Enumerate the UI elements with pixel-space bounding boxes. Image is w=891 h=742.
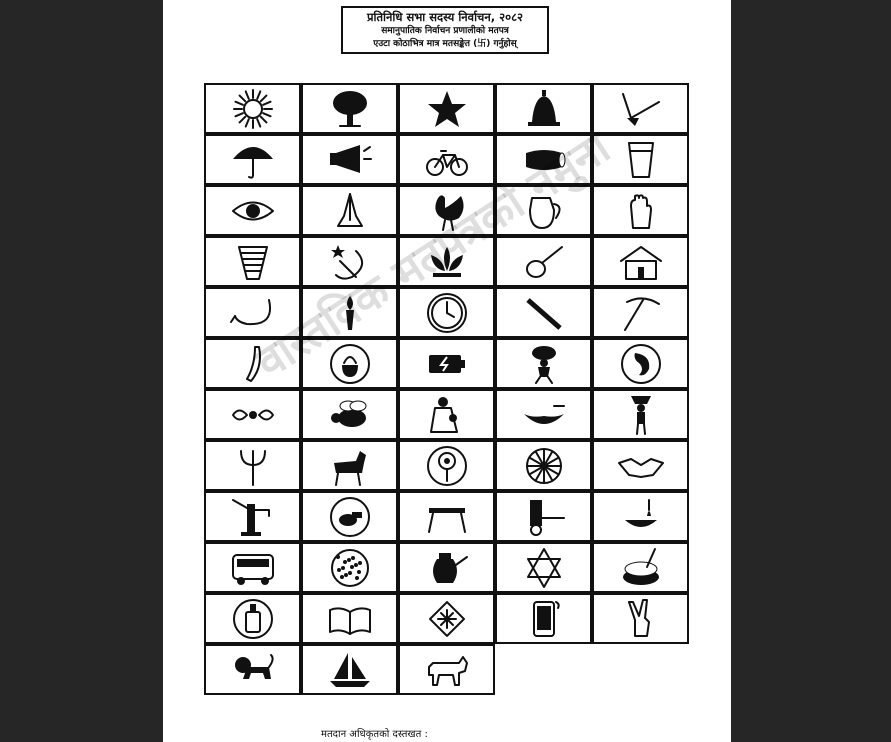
ballot-symbol-box[interactable]	[301, 644, 398, 695]
battery-icon	[423, 343, 471, 385]
karuwa-pot-icon	[423, 547, 471, 589]
ballot-symbol-box[interactable]	[592, 542, 689, 593]
bicycle-icon	[423, 139, 471, 181]
porter-icon	[520, 343, 568, 385]
ballot-header	[341, 6, 549, 54]
ballot-instruction: एउटा कोठाभित्र मात्र मतसङ्केत (卐) गर्नुहोस्	[373, 39, 517, 49]
ballot-symbol-box[interactable]	[592, 440, 689, 491]
grinding-mill-icon	[617, 547, 665, 589]
ballot-title: प्रतिनिधि सभा सदस्य निर्वाचन, २०८२	[366, 10, 524, 24]
ballot-symbol-box[interactable]	[204, 491, 301, 542]
ballot-symbol-box[interactable]	[398, 185, 495, 236]
ballot-symbol-box[interactable]	[398, 83, 495, 134]
ballot-symbol-box[interactable]	[204, 389, 301, 440]
ballot-symbol-box[interactable]	[592, 287, 689, 338]
bus-icon	[229, 547, 277, 589]
bell-icon	[520, 88, 568, 130]
raised-palm-icon	[617, 190, 665, 232]
ballot-symbol-box[interactable]	[495, 338, 592, 389]
clock-icon	[423, 292, 471, 334]
ballot-symbol-box[interactable]	[495, 542, 592, 593]
lotus-icon	[423, 241, 471, 283]
stool-icon	[423, 496, 471, 538]
cow-icon	[423, 649, 471, 691]
star-icon	[423, 88, 471, 130]
ballot-symbol-box[interactable]	[301, 185, 398, 236]
ballot-symbol-box[interactable]	[592, 134, 689, 185]
cupped-hands-icon	[520, 394, 568, 436]
ballot-symbol-box[interactable]	[592, 491, 689, 542]
ballot-symbol-box[interactable]	[204, 134, 301, 185]
ballot-symbol-box[interactable]	[301, 389, 398, 440]
oil-lamp-icon	[617, 496, 665, 538]
lion-icon	[229, 649, 277, 691]
trident-icon	[229, 445, 277, 487]
ballot-symbol-box[interactable]	[301, 542, 398, 593]
ballot-symbol-box[interactable]	[398, 287, 495, 338]
ballot-symbol-box[interactable]	[592, 389, 689, 440]
ballot-symbol-box[interactable]	[495, 287, 592, 338]
ballot-symbol-box[interactable]	[301, 134, 398, 185]
ballot-symbol-box[interactable]	[204, 287, 301, 338]
ballot-symbol-box[interactable]	[592, 338, 689, 389]
handshake-icon	[617, 445, 665, 487]
pickaxe-icon	[617, 292, 665, 334]
torch-icon	[326, 292, 374, 334]
ballot-symbol-box[interactable]	[495, 593, 592, 644]
horse-icon	[326, 445, 374, 487]
sailboat-icon	[326, 649, 374, 691]
ballot-symbol-box[interactable]	[592, 236, 689, 287]
madal-drum-icon	[520, 139, 568, 181]
ballot-subtitle: समानुपातिक निर्वाचन प्रणालीको मतपत्र	[381, 26, 509, 36]
whistle-icon	[326, 496, 374, 538]
ballot-symbol-box[interactable]	[398, 389, 495, 440]
ballot-symbol-box[interactable]	[301, 440, 398, 491]
conch-icon	[617, 343, 665, 385]
ballot-symbol-box[interactable]	[592, 593, 689, 644]
ballot-symbol-box[interactable]	[301, 236, 398, 287]
horn-icon	[229, 343, 277, 385]
doko-basket-icon	[229, 241, 277, 283]
ballot-symbol-box[interactable]	[592, 83, 689, 134]
ballot-symbol-box[interactable]	[204, 236, 301, 287]
ballot-symbol-box[interactable]	[301, 338, 398, 389]
ballot-symbol-box[interactable]	[495, 185, 592, 236]
ballot-symbol-box[interactable]	[204, 440, 301, 491]
glass-icon	[617, 139, 665, 181]
ballot-symbol-box[interactable]	[495, 491, 592, 542]
ballot-symbol-box[interactable]	[204, 593, 301, 644]
ballot-symbol-box[interactable]	[398, 491, 495, 542]
ballot-symbol-box[interactable]	[495, 440, 592, 491]
hammer-sickle-icon	[326, 241, 374, 283]
bottle-icon	[229, 598, 277, 640]
umbrella-icon	[229, 139, 277, 181]
ballot-symbol-box[interactable]	[301, 593, 398, 644]
farmer-icon	[617, 394, 665, 436]
ballot-symbol-box[interactable]	[398, 644, 495, 695]
endless-knot-icon	[423, 598, 471, 640]
open-book-icon	[326, 598, 374, 640]
ballot-paper	[163, 0, 731, 742]
ballot-symbol-box[interactable]	[592, 185, 689, 236]
ballot-symbol-box[interactable]	[495, 389, 592, 440]
guitar-icon	[520, 241, 568, 283]
ballot-symbol-box[interactable]	[204, 542, 301, 593]
ballot-symbol-box[interactable]	[398, 338, 495, 389]
hand-pump-icon	[229, 496, 277, 538]
ballot-symbol-box[interactable]	[495, 83, 592, 134]
ballot-symbol-box[interactable]	[204, 644, 301, 695]
ballot-symbol-box[interactable]	[301, 287, 398, 338]
flute-icon	[520, 292, 568, 334]
ballot-symbol-box[interactable]	[301, 83, 398, 134]
eye-icon	[229, 190, 277, 232]
ballot-symbol-box[interactable]	[398, 542, 495, 593]
megaphone-icon	[326, 139, 374, 181]
namaste-hands-icon	[326, 190, 374, 232]
ballot-symbol-box[interactable]	[495, 236, 592, 287]
ballot-symbol-box[interactable]	[204, 338, 301, 389]
wheel-icon	[520, 445, 568, 487]
kalash-icon	[326, 343, 374, 385]
vajra-icon	[229, 394, 277, 436]
ballot-symbol-box[interactable]	[301, 491, 398, 542]
six-point-star-icon	[520, 547, 568, 589]
ballot-symbol-box[interactable]	[398, 134, 495, 185]
sun-icon	[229, 88, 277, 130]
house-icon	[617, 241, 665, 283]
ballot-symbol-box[interactable]	[204, 185, 301, 236]
signature-label: मतदान अधिकृतको दस्तखत :	[321, 729, 428, 740]
sickle-icon	[229, 292, 277, 334]
laddu-icon	[326, 547, 374, 589]
mother-child-icon	[423, 394, 471, 436]
ballot-symbol-box[interactable]	[398, 440, 495, 491]
plough-icon	[617, 88, 665, 130]
tree-icon	[326, 88, 374, 130]
ballot-symbol-box[interactable]	[398, 593, 495, 644]
jug-icon	[520, 190, 568, 232]
bee-icon	[326, 394, 374, 436]
mobile-phone-icon	[520, 598, 568, 640]
chariot-icon	[520, 496, 568, 538]
ballot-symbol-box[interactable]	[398, 236, 495, 287]
victory-hand-icon	[617, 598, 665, 640]
ballot-symbol-box[interactable]	[495, 134, 592, 185]
ballot-symbol-box[interactable]	[204, 83, 301, 134]
rooster-icon	[423, 190, 471, 232]
rose-icon	[423, 445, 471, 487]
symbol-grid	[204, 83, 690, 698]
